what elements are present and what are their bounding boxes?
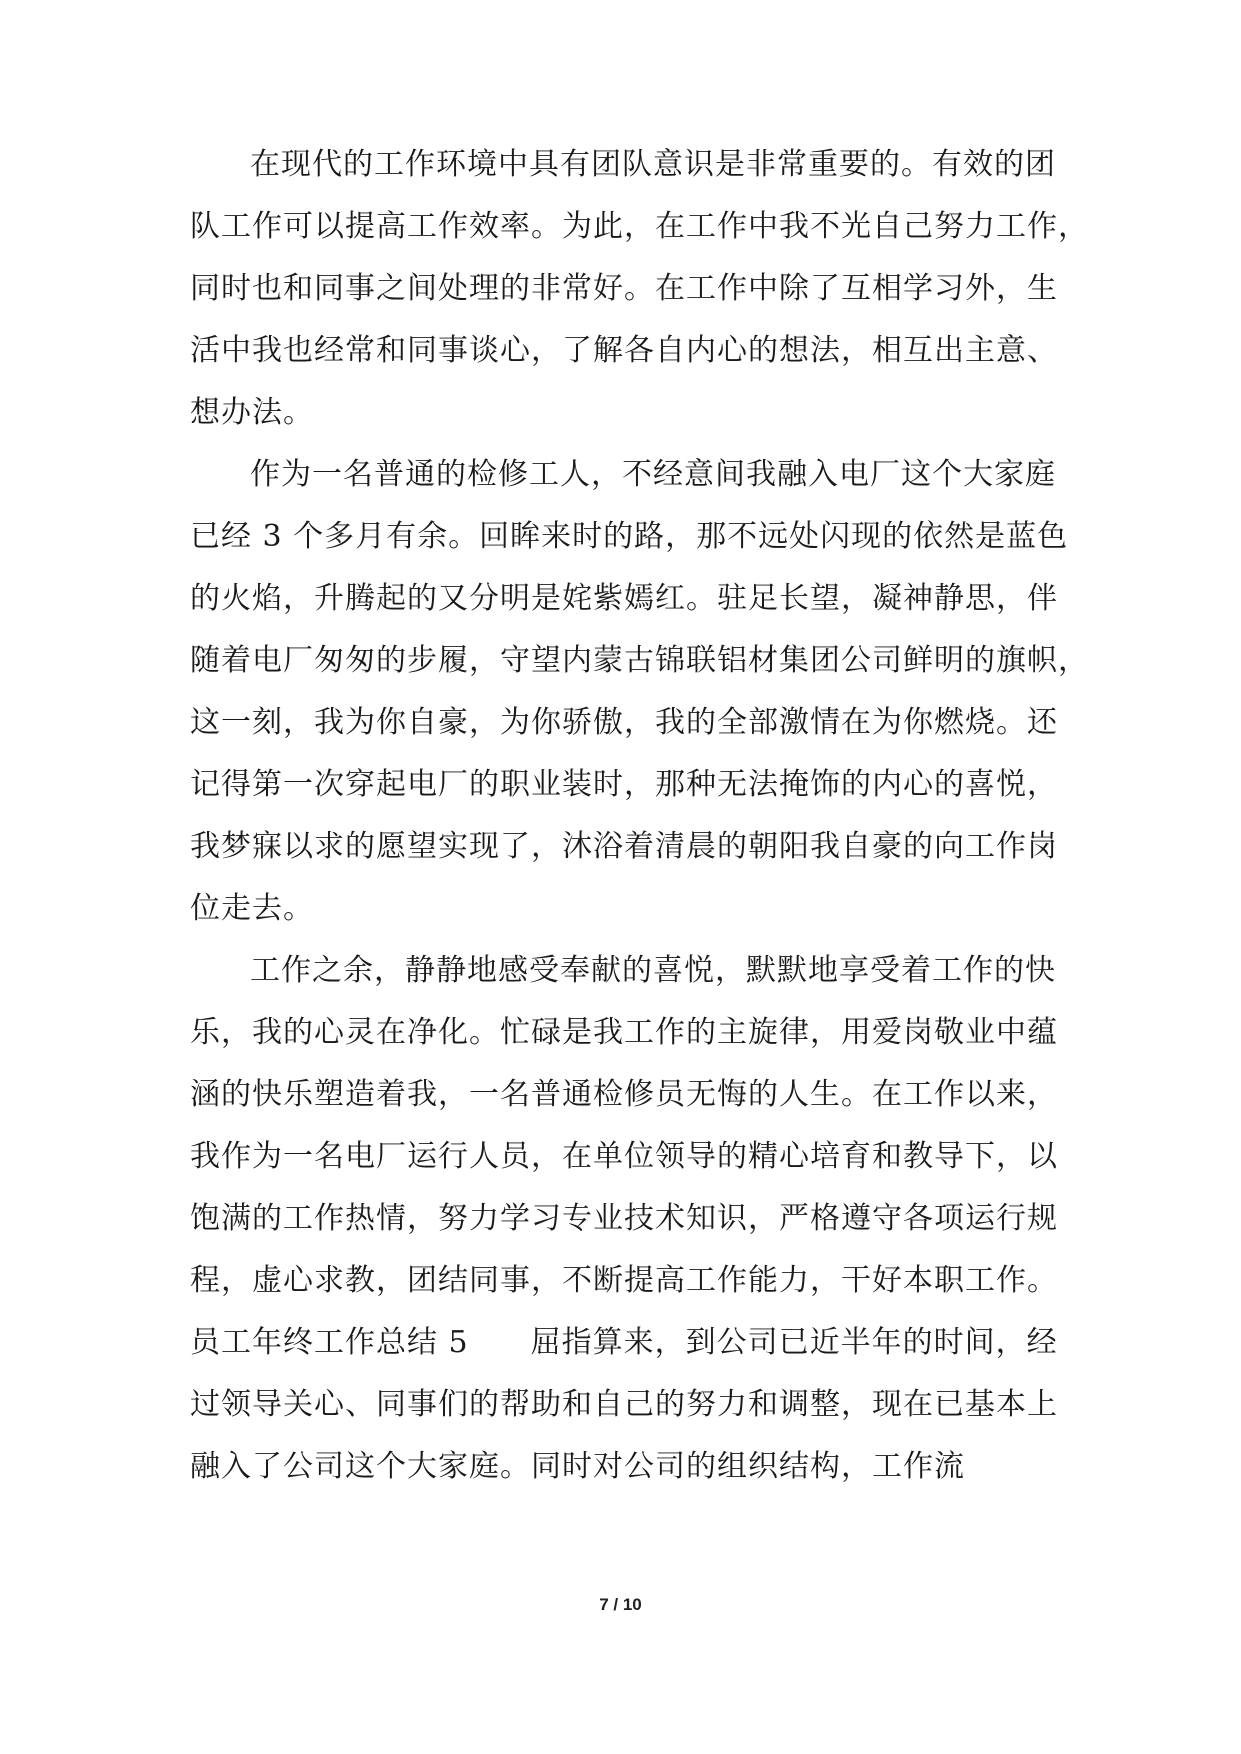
text-line: 工作之余，静静地感受奉献的喜悦，默默地享受着工作的快 — [250, 953, 1056, 988]
text-line: 作为一名普通的检修工人，不经意间我融入电厂这个大家庭 — [250, 457, 1056, 492]
text-line: 活中我也经常和同事谈心，了解各自内心的想法，相互出主意、 — [190, 333, 1058, 368]
text-line: 队工作可以提高工作效率。为此，在工作中我不光自己努力工作， — [190, 209, 1089, 244]
text-line: 程，虚心求教，团结同事，不断提高工作能力，干好本职工作。 — [190, 1263, 1058, 1298]
text-line: 我作为一名电厂运行人员，在单位领导的精心培育和教导下，以 — [190, 1139, 1058, 1174]
text-line: 在现代的工作环境中具有团队意识是非常重要的。有效的团 — [250, 147, 1056, 182]
text-line: 我梦寐以求的愿望实现了，沐浴着清晨的朝阳我自豪的向工作岗 — [190, 829, 1058, 864]
text-line: 的火焰，升腾起的又分明是姹紫嫣红。驻足长望，凝神静思，伴 — [190, 581, 1058, 616]
text-line: 同时也和同事之间处理的非常好。在工作中除了互相学习外，生 — [190, 271, 1058, 306]
text-line: 乐，我的心灵在净化。忙碌是我工作的主旋律，用爱岗敬业中蕴 — [190, 1015, 1058, 1050]
text-line: 融入了公司这个大家庭。同时对公司的组织结构，工作流 — [190, 1449, 965, 1484]
text-line: 随着电厂匆匆的步履，守望内蒙古锦联铝材集团公司鲜明的旗帜， — [190, 643, 1089, 678]
text-line: 涵的快乐塑造着我，一名普通检修员无悔的人生。在工作以来， — [190, 1077, 1058, 1112]
text-line: 这一刻，我为你自豪，为你骄傲，我的全部激情在为你燃烧。还 — [190, 705, 1058, 740]
page-number: 7 / 10 — [599, 1595, 642, 1614]
text-line: 员工年终工作总结 5 屈指算来，到公司已近半年的时间，经 — [190, 1325, 1058, 1360]
text-line: 记得第一次穿起电厂的职业装时，那种无法掩饰的内心的喜悦， — [190, 767, 1058, 802]
text-line: 饱满的工作热情，努力学习专业技术知识，严格遵守各项运行规 — [190, 1201, 1058, 1236]
text-line: 过领导关心、同事们的帮助和自己的努力和调整，现在已基本上 — [190, 1387, 1058, 1422]
text-line: 位走去。 — [190, 891, 314, 926]
text-line: 想办法。 — [190, 395, 314, 430]
text-line: 已经 3 个多月有余。回眸来时的路，那不远处闪现的依然是蓝色 — [190, 519, 1069, 554]
